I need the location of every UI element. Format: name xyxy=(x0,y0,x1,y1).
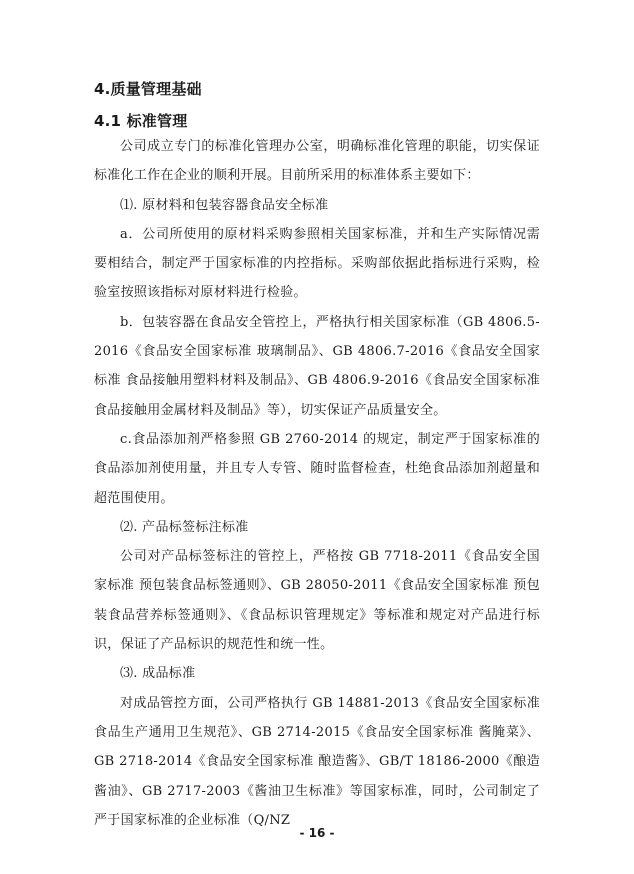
paragraph-finished-products: 对成品管控方面，公司严格执行 GB 14881-2013《食品安全国家标准 食品生产通用卫生规范》、GB 2714-2015《食品安全国家标准 酱腌菜》、GB 2718-2014《食品安全国家标准 酿造酱》、GB/T 18186-2000《酿造酱油》、GB 2717-2003《酱油卫生标准》等国家标准，同时，公司制定了严于国家标准的企业标准（Q/NZ xyxy=(94,695,540,828)
body-text xyxy=(94,132,540,835)
paragraph-item-c: c.食品添加剂严格参照 GB 2760-2014 的规定，制定严于国家标准的食品添加剂使用量，并且专人专管、随时监督检查，杜绝食品添加剂超量和超范围使用。 xyxy=(94,431,540,506)
paragraph-item-a: a．公司所使用的原材料采购参照相关国家标准，并和生产实际情况需要相结合，制定严于国家标准的内控指标。采购部依据此指标进行采购，检验室按照该指标对原材料进行检验。 xyxy=(94,226,540,301)
subsection-heading: 4.1 标准管理 xyxy=(94,112,188,130)
page-number: - 16 - xyxy=(299,826,335,840)
section-heading: 4.质量管理基础 xyxy=(94,80,202,98)
list-heading-labeling: ⑵. 产品标签标注标准 xyxy=(120,519,249,535)
paragraph-item-b: b．包装容器在食品安全管控上，严格执行相关国家标准（GB 4806.5-2016《食品安全国家标准 玻璃制品》、GB 4806.7-2016《食品安全国家标准 食品接触用塑料材料及制品》、GB 4806.9-2016《食品安全国家标准 食品接触用金属材料及制品》等），切实保证产品质量安全。 xyxy=(94,314,540,418)
paragraph-labeling: 公司对产品标签标注的管控上，严格按 GB 7718-2011《食品安全国家标准 预包装食品标签通则》、GB 28050-2011《食品安全国家标准 预包装食品营养标签通则》、《食品标识管理规定》等标准和规定对产品进行标识，保证了产品标识的规范性和统一性。 xyxy=(94,549,540,653)
list-heading-finished-products: ⑶. 成品标准 xyxy=(120,666,196,682)
paragraph-intro: 公司成立专门的标准化管理办公室，明确标准化管理的职能，切实保证标准化工作在企业的顺利开展。目前所采用的标准体系主要如下： xyxy=(94,139,540,184)
list-heading-raw-materials: ⑴. 原材料和包装容器食品安全标准 xyxy=(120,197,329,213)
